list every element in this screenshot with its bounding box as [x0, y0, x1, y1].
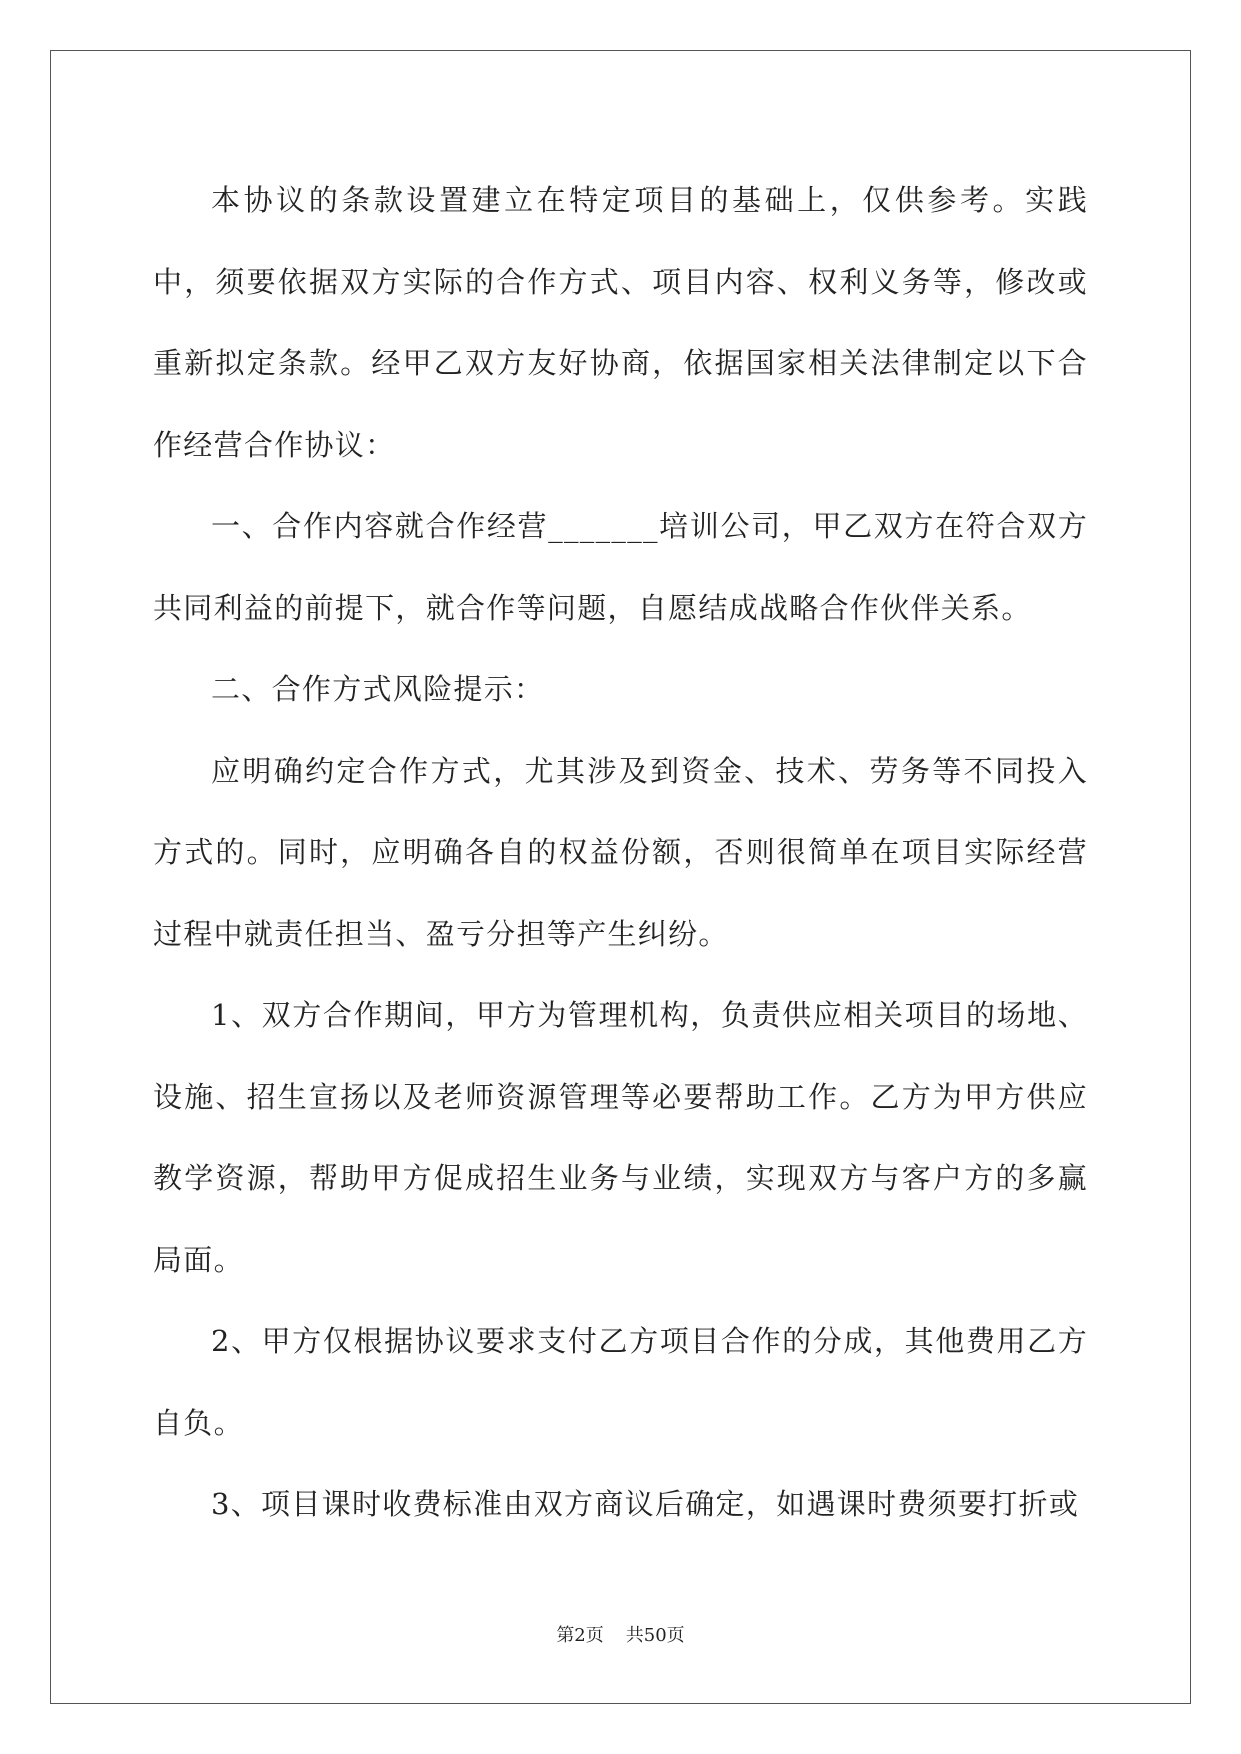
- paragraph-risk-note: 应明确约定合作方式，尤其涉及到资金、技术、劳务等不同投入方式的。同时，应明确各自的权益份额，否则很简单在项目实际经营过程中就责任担当、盈亏分担等产生纠纷。: [153, 753, 1088, 951]
- page-footer: [0, 1624, 1241, 1648]
- paragraph-clause-1: 1、双方合作期间，甲方为管理机构，负责供应相关项目的场地、设施、招生宣扬以及老师资源管理等必要帮助工作。乙方为甲方供应教学资源，帮助甲方促成招生业务与业绩，实现双方与客户方的多赢局面。: [153, 998, 1088, 1277]
- paragraph-section-1: 一、合作内容就合作经营_______培训公司，甲乙双方在符合双方共同利益的前提下，就合作等问题，自愿结成战略合作伙伴关系。: [153, 509, 1088, 625]
- paragraph-intro: 本协议的条款设置建立在特定项目的基础上，仅供参考。实践中，须要依据双方实际的合作方式、项目内容、权利义务等，修改或重新拟定条款。经甲乙双方友好协商，依据国家相关法律制定以下合作经营合作协议：: [153, 183, 1088, 462]
- page-number-total: 共50页: [625, 1625, 685, 1646]
- paragraph-clause-3: 3、项目课时收费标准由双方商议后确定，如遇课时费须要打折或: [211, 1487, 1080, 1521]
- paragraph-clause-2: 2、甲方仅根据协议要求支付乙方项目合作的分成，其他费用乙方自负。: [153, 1324, 1088, 1440]
- document-body: [153, 160, 1088, 1546]
- paragraph-section-2-heading: 二、合作方式风险提示：: [211, 672, 545, 706]
- page-number-current: 第2页: [556, 1625, 604, 1646]
